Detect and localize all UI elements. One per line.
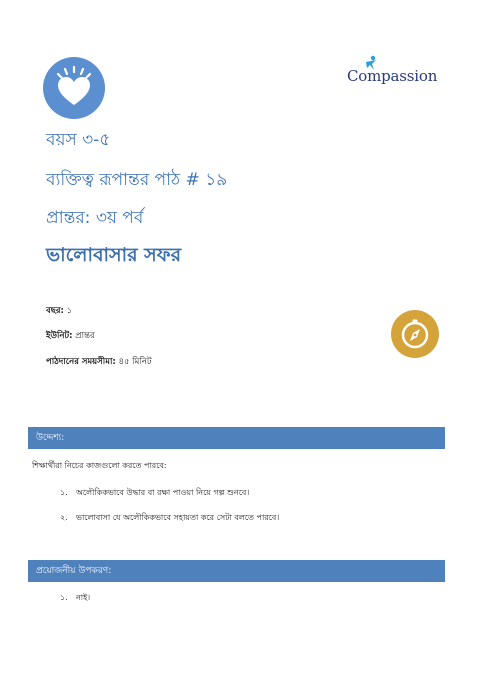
objectives-intro: শিক্ষার্থীরা নিচের কাজগুলো করতে পারবে:: [32, 461, 167, 470]
compass-badge: [391, 310, 439, 358]
materials-header: প্রয়োজনীয় উপকরণ:: [28, 560, 445, 582]
list-number: ১.: [60, 488, 68, 497]
compass-icon: [391, 310, 439, 358]
age-heading: বয়স ৩-৫: [46, 130, 111, 150]
heart-icon: [43, 57, 105, 119]
unit-label: ইউনিট:: [46, 331, 73, 341]
list-text: অলৌকিকভাবে উদ্ধার বা রক্ষা পাওয়া নিয়ে গল্প শুনবে।: [76, 488, 250, 497]
meta-unit: [46, 329, 95, 343]
list-text: ভালোবাসা যে অলৌকিকভাবে সহায়তা করে সেটা বলতে পারবে।: [76, 513, 280, 522]
heart-badge: [43, 57, 105, 119]
year-value: ১: [66, 306, 73, 316]
list-number: ১.: [60, 593, 68, 602]
logo-text: Compassion: [347, 67, 438, 85]
compassion-logo: [347, 55, 447, 89]
year-label: বছর:: [46, 306, 64, 316]
list-number: ২.: [60, 513, 68, 522]
meta-time: [46, 355, 152, 369]
phase-heading: প্রান্তর: ৩য় পর্ব: [46, 208, 144, 228]
lesson-title: ভালোবাসার সফর: [46, 244, 182, 266]
time-label: পাঠদানের সময়সীমা:: [46, 357, 116, 367]
meta-year: [46, 304, 72, 318]
unit-value: প্রান্তর: [75, 331, 95, 341]
time-value: ৪৫ মিনিট: [118, 357, 152, 367]
objectives-header: উদ্দেশ্য:: [28, 427, 445, 449]
list-text: নাই।: [76, 593, 91, 602]
lesson-heading: ব্যক্তিত্ব রূপান্তর পাঠ # ১৯: [46, 170, 228, 190]
